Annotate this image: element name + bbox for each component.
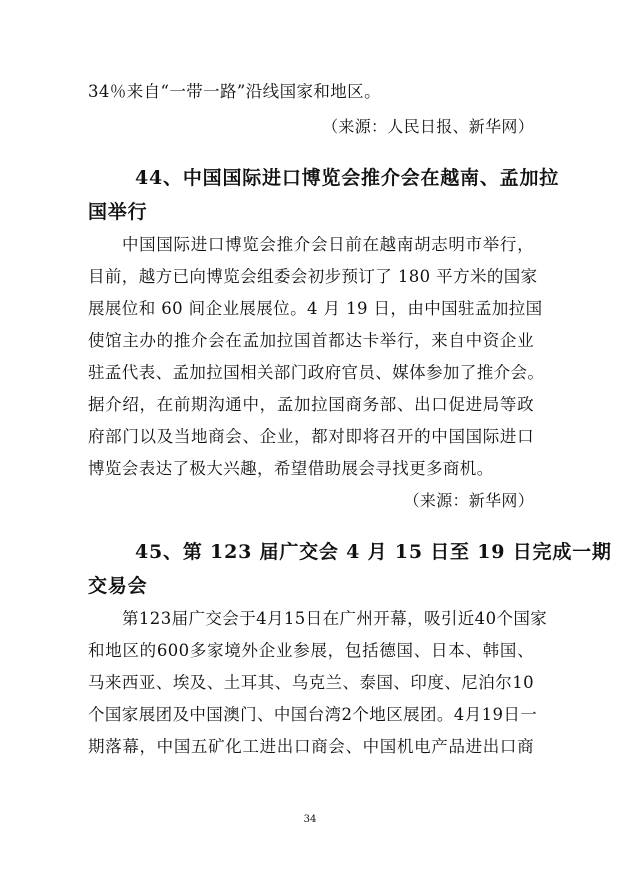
section-44-paragraph-line: 目前，越方已向博览会组委会初步预订了 180 平方米的国家: [88, 267, 538, 286]
section-45-paragraph-line: 和地区的600多家境外企业参展，包括德国、日本、韩国、: [88, 641, 534, 660]
section-44-paragraph-line: 展展位和 60 间企业展展位。4 月 19 日，由中国驻孟加拉国: [88, 299, 543, 318]
intro-paragraph-line: 34％来自“一带一路”沿线国家和地区。: [88, 82, 381, 101]
section-44-heading-line-1: 44、中国国际进口博览会推介会在越南、孟加拉: [135, 167, 560, 189]
section-45-paragraph-line: 马来西亚、埃及、土耳其、乌克兰、泰国、印度、尼泊尔10: [88, 673, 534, 692]
section-45-heading-line-1: 45、第 123 届广交会 4 月 15 日至 19 日完成一期: [135, 541, 612, 563]
section-44-paragraph-line: 驻孟代表、孟加拉国相关部门政府官员、媒体参加了推介会。: [88, 363, 545, 382]
section-45-paragraph-line: 第123届广交会于4月15日在广州开幕，吸引近40个国家: [122, 609, 548, 628]
section-45-paragraph-line: 期落幕，中国五矿化工进出口商会、中国机电产品进出口商: [88, 737, 534, 756]
page-number: 34: [303, 814, 317, 825]
source-citation: （来源：人民日报、新华网）: [322, 117, 534, 136]
section-44-paragraph-line: 博览会表达了极大兴趣，希望借助展会寻找更多商机。: [88, 459, 494, 478]
section-45-heading-line-2: 交易会: [88, 575, 148, 597]
section-44-paragraph-line: 使馆主办的推介会在孟加拉国首都达卡举行，来自中资企业: [88, 331, 534, 350]
source-citation: （来源：新华网）: [403, 491, 534, 510]
section-44-heading-line-2: 国举行: [88, 201, 148, 223]
section-44-paragraph-line: 中国国际进口博览会推介会日前在越南胡志明市举行，: [122, 235, 534, 254]
section-45-paragraph-line: 个国家展团及中国澳门、中国台湾2个地区展团。4月19日一: [88, 705, 538, 724]
section-44-paragraph-line: 府部门以及当地商会、企业，都对即将召开的中国国际进口: [88, 427, 534, 446]
section-44-paragraph-line: 据介绍，在前期沟通中，孟加拉国商务部、出口促进局等政: [88, 395, 534, 414]
